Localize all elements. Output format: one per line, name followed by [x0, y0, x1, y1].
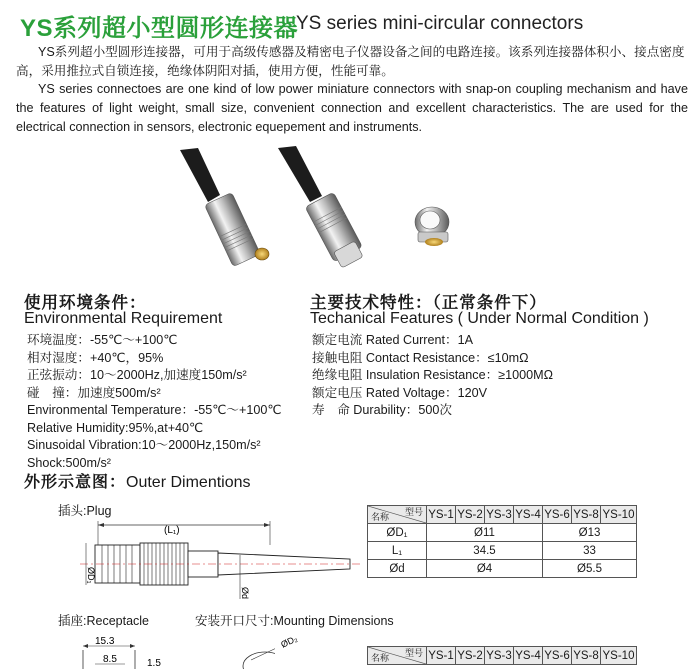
outer-heading-en: Outer Dimentions	[126, 474, 251, 491]
row-name-cell: ØD₁	[368, 524, 427, 542]
model-header: YS-10	[601, 647, 637, 665]
row-name-cell: L₁	[368, 542, 427, 560]
list-item: 额定电流 Rated Current：1A	[312, 333, 473, 347]
model-header: YS-1	[427, 647, 456, 665]
value-cell: 34.5	[427, 542, 543, 560]
intro-paragraph-en: YS series connectoes are one kind of low power miniature connectors with snap-on coupling mechanism and have the features of light weight, small size, convenient connection and excellent characteristics. The are used for the electrical connection in sensors, electronic equepement and instruments.	[16, 82, 688, 134]
list-item: Sinusoidal Vibration:10～2000Hz,150m/s²	[27, 438, 261, 452]
dim-D2-label: ØD₂	[279, 633, 299, 650]
receptacle-label: 插座:Receptacle	[58, 614, 150, 628]
value-cell: Ø11	[427, 524, 543, 542]
receptacle-outline-drawing	[75, 630, 275, 669]
dim-15-3-label: 15.3	[95, 636, 115, 647]
list-item: 正弦振动：10～2000Hz,加速度150m/s²	[27, 368, 247, 382]
outer-heading-cn: 外形示意图：	[24, 474, 127, 491]
value-cell: Ø13	[543, 524, 637, 542]
model-header: YS-8	[572, 647, 601, 665]
model-header: YS-6	[543, 506, 572, 524]
corner-model-label: 型号	[404, 507, 423, 517]
row-name-cell: Ød	[368, 560, 427, 578]
corner-name-label: 名称	[371, 653, 390, 663]
table-corner-cell	[368, 647, 427, 665]
model-header: YS-1	[427, 506, 456, 524]
list-item: 碰 撞：加速度500m/s²	[27, 385, 161, 400]
list-item: 额定电压 Rated Voltage：120V	[312, 385, 488, 400]
plug-connector-image-2	[278, 146, 367, 270]
list-item: Environmental Temperature：-55℃～+100℃	[27, 403, 282, 417]
model-header: YS-2	[456, 506, 485, 524]
technical-heading-cn: 主要技术特性：（正常条件下）	[310, 294, 547, 312]
value-cell: Ø5.5	[543, 560, 637, 578]
list-item: 寿 命 Durability：500次	[312, 403, 452, 417]
corner-model-label: 型号	[404, 648, 423, 658]
model-header: YS-8	[572, 506, 601, 524]
model-header: YS-4	[514, 647, 543, 665]
value-cell: 33	[543, 542, 637, 560]
list-item: Relative Humidity:95%,at+40℃	[27, 420, 204, 435]
model-header: YS-3	[485, 506, 514, 524]
table-header-row	[368, 506, 637, 524]
dim-d-label: Ød	[240, 587, 250, 600]
page-title-cn: YS系列超小型圆形连接器	[20, 15, 299, 42]
model-header: YS-10	[601, 506, 637, 524]
plug-connector-image-1	[180, 148, 269, 267]
list-item: 环境温度：-55℃～+100℃	[27, 333, 178, 347]
intro-paragraph-cn: YS系列超小型圆形连接器，可用于高级传感器及精密电子仪器设备之间的电路连接。该系列连接器体积小、接点密度高，采用推拉式自锁连接，绝缘体阴阳对插，使用方便，性能可靠。	[16, 45, 685, 78]
technical-list	[312, 332, 682, 420]
dim-D2-callout	[270, 628, 320, 650]
plug-dimension-table	[367, 505, 637, 578]
technical-heading-en: Techanical Features ( Under Normal Condition )	[310, 310, 649, 327]
list-item: 接触电阻 Contact Resistance：≤10mΩ	[312, 350, 529, 365]
table-row	[368, 542, 637, 560]
dim-D1-label: ØD₁	[86, 567, 96, 584]
model-header: YS-2	[456, 647, 485, 665]
receptacle-dimension-table	[367, 646, 637, 665]
model-header: YS-3	[485, 647, 514, 665]
corner-name-label: 名称	[371, 512, 390, 522]
table-corner-cell	[368, 506, 427, 524]
connector-product-photo	[150, 140, 480, 280]
mounting-label: 安装开口尺寸:Mounting Dimensions	[195, 614, 394, 628]
table-header-row	[368, 647, 637, 665]
model-header: YS-4	[514, 506, 543, 524]
list-item: 绝缘电阻 Insulation Resistance：≥1000MΩ	[312, 368, 554, 382]
list-item: 相对湿度：+40℃，95%	[27, 350, 164, 365]
dim-1-5-label: 1.5	[147, 658, 161, 669]
model-header: YS-6	[543, 647, 572, 665]
list-item: Shock:500m/s²	[27, 455, 111, 470]
plug-outline-drawing	[80, 515, 365, 600]
environment-list	[27, 332, 317, 472]
dim-L1-label: (L₁)	[164, 525, 180, 536]
table-row	[368, 524, 637, 542]
outer-dimensions-heading	[24, 469, 251, 492]
environment-heading-cn: 使用环境条件：	[24, 294, 147, 312]
plug-label: 插头:Plug	[58, 504, 112, 518]
value-cell: Ø4	[427, 560, 543, 578]
page-title-en: YS series mini-circular connectors	[296, 13, 584, 34]
receptacle-connector-image	[415, 207, 449, 246]
dim-8-5-label: 8.5	[103, 654, 117, 665]
environment-heading-en: Environmental Requirement	[24, 310, 223, 327]
table-row	[368, 560, 637, 578]
